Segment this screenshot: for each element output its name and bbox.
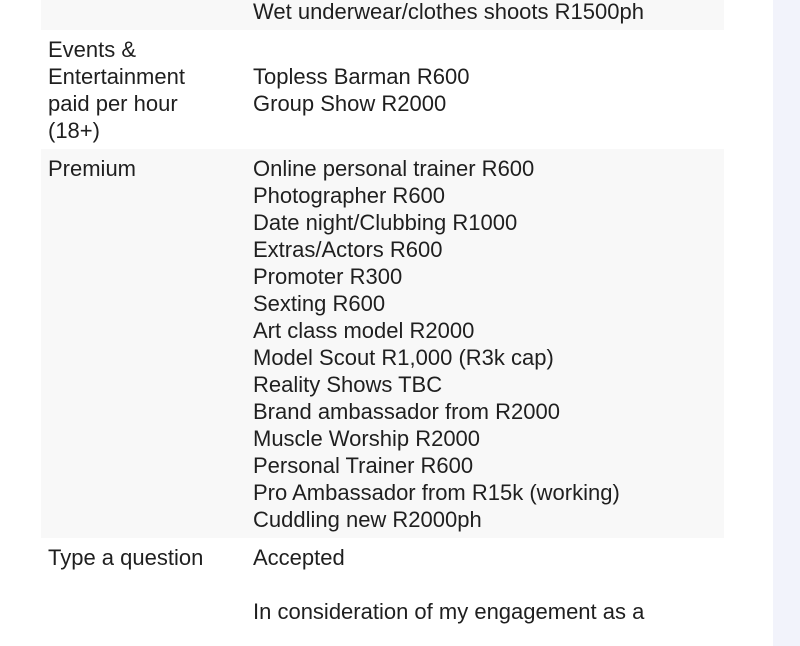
list-item: Art class model R2000 bbox=[253, 318, 475, 343]
list-item: Sexting R600 bbox=[253, 291, 386, 316]
list-item: Online personal trainer R600 bbox=[253, 156, 535, 181]
list-item: Reality Shows TBC bbox=[253, 372, 443, 397]
list-item: Promoter R300 bbox=[253, 264, 403, 289]
row-label bbox=[41, 0, 246, 30]
list-item: Date night/Clubbing R1000 bbox=[253, 210, 518, 235]
list-item: Extras/Actors R600 bbox=[253, 237, 443, 262]
row-label: Premium bbox=[41, 149, 246, 538]
table-row bbox=[41, 30, 724, 149]
list-item: Pro Ambassador from R15k (working) bbox=[253, 480, 620, 505]
terms-paragraph: In consideration of my engagement as a bbox=[253, 599, 645, 624]
table-row bbox=[41, 538, 724, 630]
row-label-line: (18+) bbox=[48, 118, 100, 143]
list-item: Photographer R600 bbox=[253, 183, 446, 208]
row-label bbox=[41, 30, 246, 149]
list-item: Muscle Worship R2000 bbox=[253, 426, 481, 451]
rates-table bbox=[41, 0, 724, 630]
scrollbar-track[interactable] bbox=[773, 0, 800, 646]
table-row bbox=[41, 149, 724, 538]
list-item: Personal Trainer R600 bbox=[253, 453, 474, 478]
list-item: Group Show R2000 bbox=[253, 91, 447, 116]
table-row bbox=[41, 0, 724, 30]
list-item: Topless Barman R600 bbox=[253, 64, 470, 89]
list-item: Model Scout R1,000 (R3k cap) bbox=[253, 345, 554, 370]
row-label: Type a question bbox=[48, 545, 204, 570]
row-label-line: Events & bbox=[48, 37, 137, 62]
list-item: Cuddling new R2000ph bbox=[253, 507, 482, 532]
row-value bbox=[246, 0, 724, 30]
row-value bbox=[246, 149, 724, 538]
row-label-line: Entertainment bbox=[48, 64, 185, 89]
list-item: Wet underwear/clothes shoots R1500ph bbox=[253, 0, 644, 24]
row-value bbox=[246, 538, 724, 630]
row-value bbox=[246, 30, 724, 149]
list-item: Brand ambassador from R2000 bbox=[253, 399, 560, 424]
row-label-line: paid per hour bbox=[48, 91, 178, 116]
answer-value: Accepted bbox=[253, 545, 345, 570]
